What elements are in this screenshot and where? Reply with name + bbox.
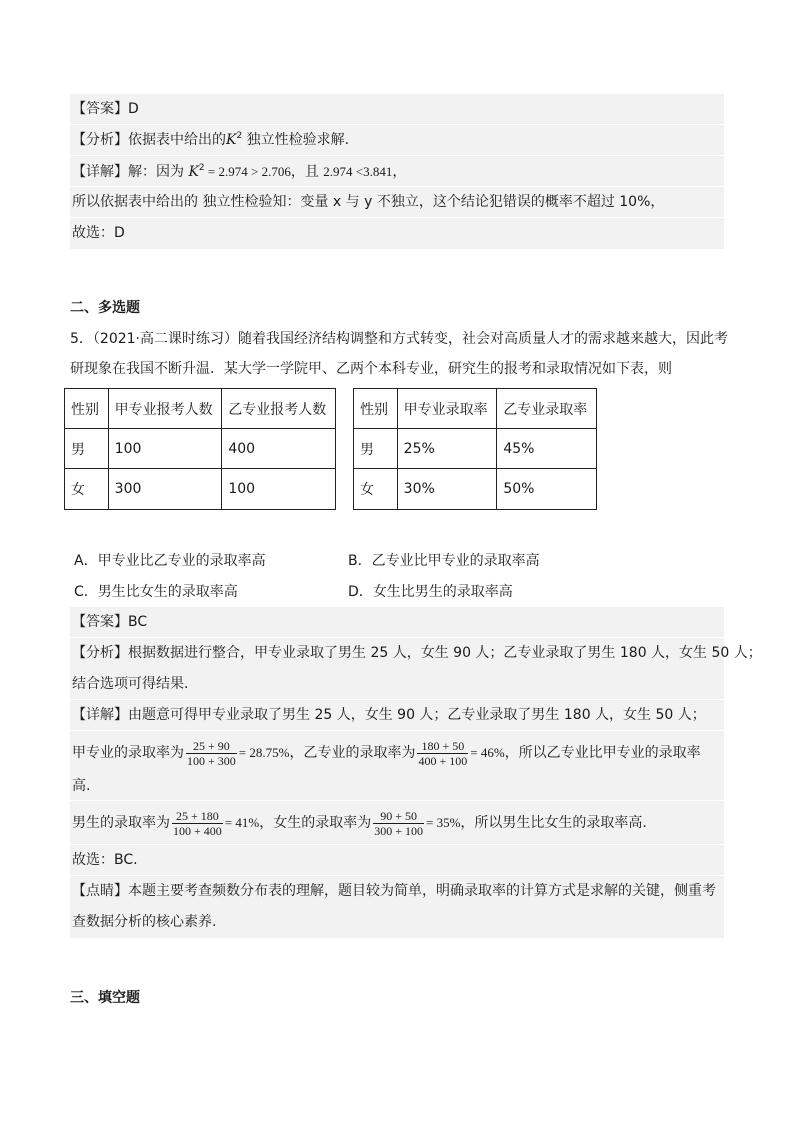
- detail-line: 【详解】由题意可得甲专业录取了男生 25 人，女生 90 人；乙专业录取了男生 180 人，女生 50 人；: [70, 700, 724, 731]
- table-row: 性别 甲专业报考人数 乙专业报考人数: [65, 389, 336, 429]
- comment-line: 【点睛】本题主要考查频数分布表的理解，题目较为简单，明确录取率的计算方式是求解的关键，侧重考: [72, 883, 716, 899]
- table-row: 女 300 100: [65, 469, 336, 510]
- answer-line: 【答案】BC: [70, 607, 724, 638]
- option-d: D．女生比男生的录取率高: [348, 584, 513, 600]
- section-heading-fill-blank: 三、填空题: [70, 990, 140, 1006]
- formula-line-major: 甲专业的录取率为 $\frac{25 + 90}{100 + 300}$ = 28.75%，乙专业的录取率为 $\frac{180 + 50}{400 + 100}$ = 46%，所以乙专业比甲专业的录取率: [72, 738, 701, 768]
- equation-2: 2.974 <3.841: [323, 164, 393, 179]
- conclusion-line: 所以依据表中给出的 独立性检验知：变量 x 与 y 不独立，这个结论犯错误的概率不超过 10%，: [70, 187, 724, 218]
- analysis-line: 【分析】根据数据进行整合，甲专业录取了男生 25 人，女生 90 人；乙专业录取了男生 180 人，女生 50 人；: [72, 645, 762, 661]
- table-row: 性别 甲专业录取率 乙专业录取率: [354, 389, 597, 429]
- k-variable: K: [226, 132, 237, 148]
- answer-block-q4: [70, 94, 724, 249]
- answer-line: 【答案】D: [70, 94, 724, 125]
- fraction-gender-b: $\frac{90 + 50}{300 + 100}$: [374, 808, 423, 838]
- comment-line-2: 查数据分析的核心素养.: [72, 914, 217, 930]
- option-a: A．甲专业比乙专业的录取率高: [74, 553, 266, 569]
- fraction-major-a: $\frac{25 + 90}{100 + 300}$: [187, 738, 236, 768]
- analysis-line: 【分析】依据表中给出的$K^2$ 独立性检验求解.: [70, 125, 724, 156]
- option-b: B．乙专业比甲专业的录取率高: [348, 553, 540, 569]
- analysis-line-2: 结合选项可得结果.: [70, 669, 724, 700]
- formula-line-wrap: 高.: [70, 775, 724, 801]
- table-row: 男 100 400: [65, 429, 336, 469]
- option-c: C．男生比女生的录取率高: [74, 584, 238, 600]
- choice-line: 故选：D: [72, 225, 125, 241]
- equation-1: = 2.974 > 2.706: [204, 164, 291, 179]
- fraction-gender-a: $\frac{25 + 180}{100 + 400}$: [173, 808, 222, 838]
- fraction-major-b: $\frac{180 + 50}{400 + 100}$: [418, 738, 468, 768]
- formula-line-gender: 男生的录取率为 $\frac{25 + 180}{100 + 400}$ = 41%，女生的录取率为 $\frac{90 + 50}{300 + 100}$ = 35%，所以男生比女生的录取率高.: [70, 801, 724, 845]
- detail-line: 【详解】解：因为 $K^2 = 2.974 > 2.706$，且 2.974 <3.841，: [70, 156, 724, 187]
- table-row: 男 25% 45%: [354, 429, 597, 469]
- choice-line: 故选：BC.: [70, 845, 724, 876]
- question-line-2: 研现象在我国不断升温．某大学一学院甲、乙两个本科专业，研究生的报考和录取情况如下表，则: [70, 361, 672, 377]
- question-line-1: 5．（2021·高二课时练习）随着我国经济结构调整和方式转变，社会对高质量人才的需求越来越大，因此考: [70, 331, 728, 347]
- table-row: 女 30% 50%: [354, 469, 597, 510]
- section-heading-multi-choice: 二、多选题: [70, 300, 140, 316]
- admission-rate-table: [353, 388, 597, 510]
- applicants-table: [64, 388, 336, 510]
- answer-block-q5: [70, 607, 762, 938]
